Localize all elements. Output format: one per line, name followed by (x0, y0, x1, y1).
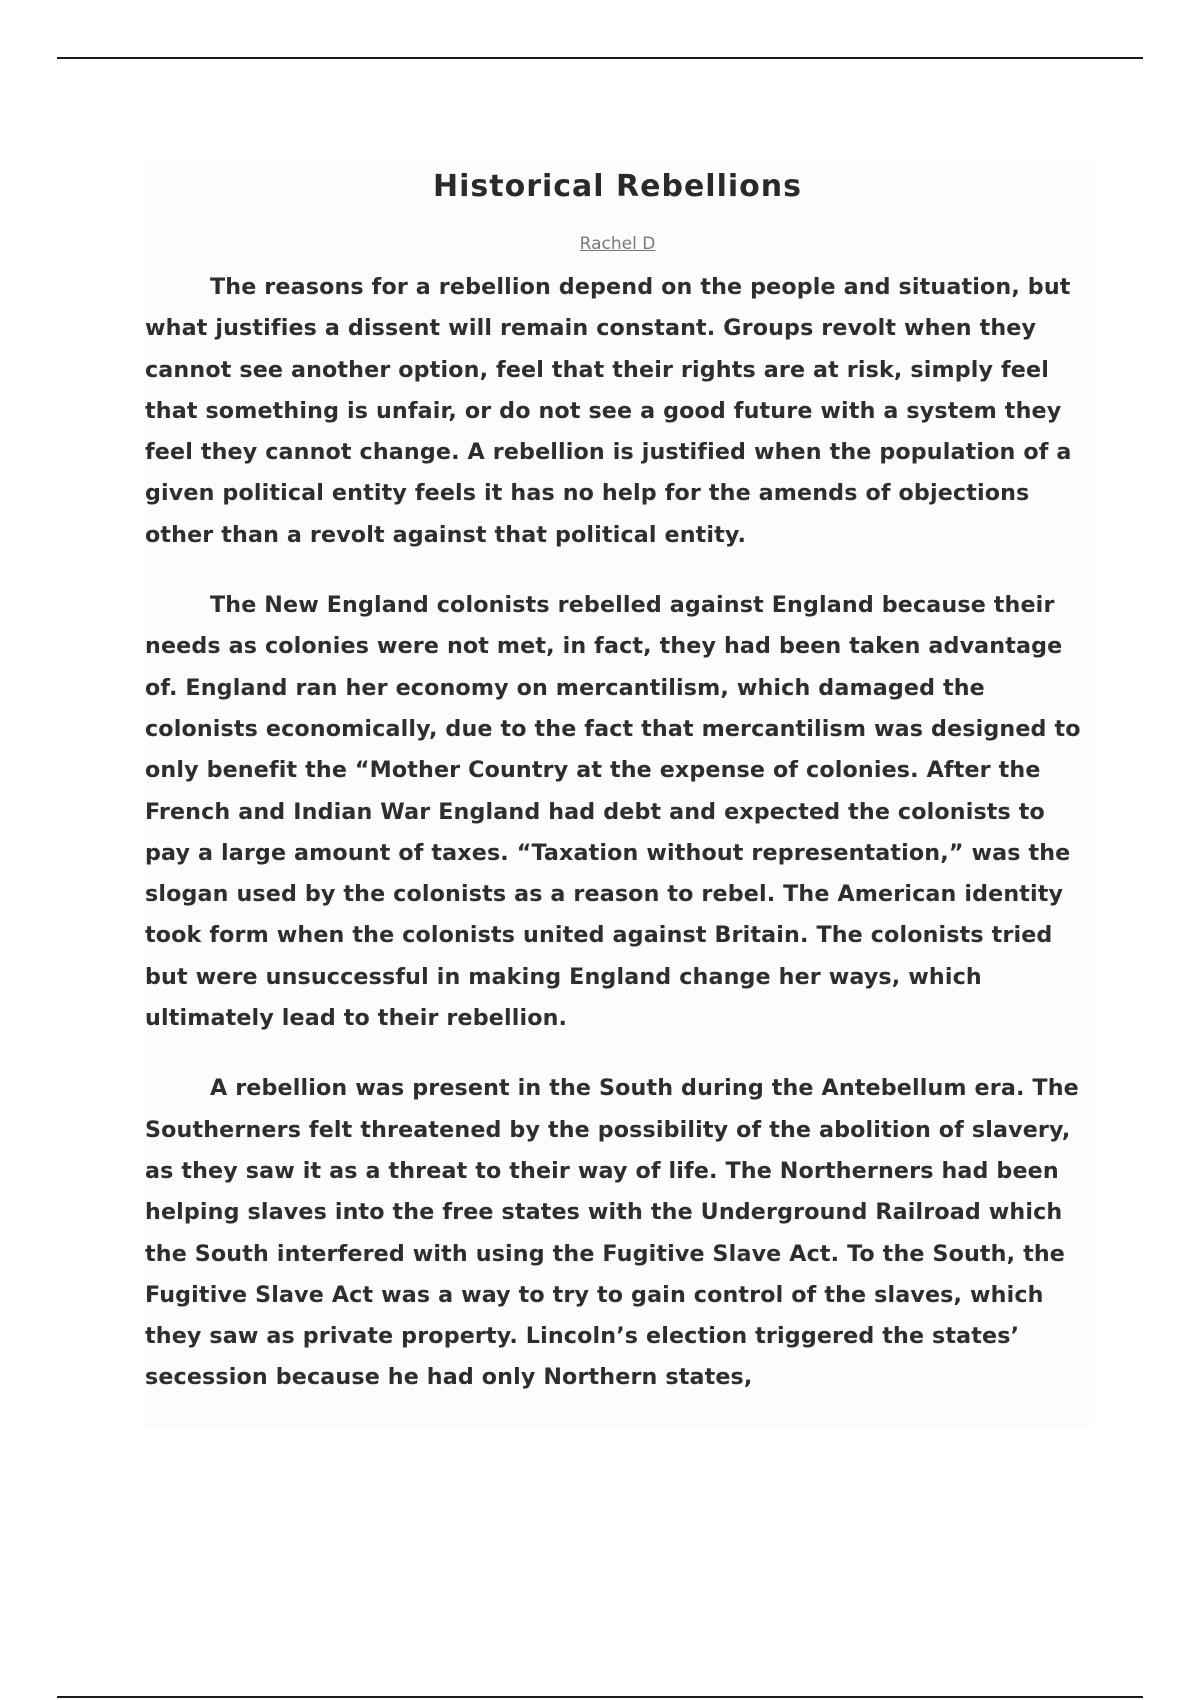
document-body (145, 160, 1090, 1428)
paragraph-2: The New England colonists rebelled against England because their needs as colonies were not met, in fact, they had been taken advantage of. England ran her economy on mercantilism, which damaged the colonists economically, due to the fact that mercantilism was designed to only benefit the “Mother Country at the expense of colonies. After the French and Indian War England had debt and expected the colonists to pay a large amount of taxes. “Taxation without representation,” was the slogan used by the colonists as a reason to rebel. The American identity took form when the colonists united against Britain. The colonists tried but were unsuccessful in making England change her ways, which ultimately lead to their rebellion. (145, 592, 1081, 1032)
author-link[interactable]: Rachel D (579, 234, 656, 254)
top-rule (57, 57, 1143, 59)
paragraph-1: The reasons for a rebellion depend on the people and situation, but what justifies a dissent will remain constant. Groups revolt when they cannot see another option, feel that their rights are at risk, simply feel that something is unfair, or do not see a good future with a system they feel they cannot change. A rebellion is justified when the population of a given political entity feels it has no help for the amends of objections other than a revolt against that political entity. (145, 274, 1072, 548)
bottom-rule (57, 1696, 1143, 1698)
document-title: Historical Rebellions (433, 169, 802, 204)
paragraph-3: A rebellion was present in the South during the Antebellum era. The Southerners felt threatened by the possibility of the abolition of slavery, as they saw it as a threat to their way of life. The Northerners had been helping slaves into the free states with the Underground Railroad which the South interfered with using the Fugitive Slave Act. To the South, the Fugitive Slave Act was a way to try to gain control of the slaves, which they saw as private property. Lincoln’s election triggered the states’ secession because he had only Northern states, (145, 1075, 1079, 1391)
